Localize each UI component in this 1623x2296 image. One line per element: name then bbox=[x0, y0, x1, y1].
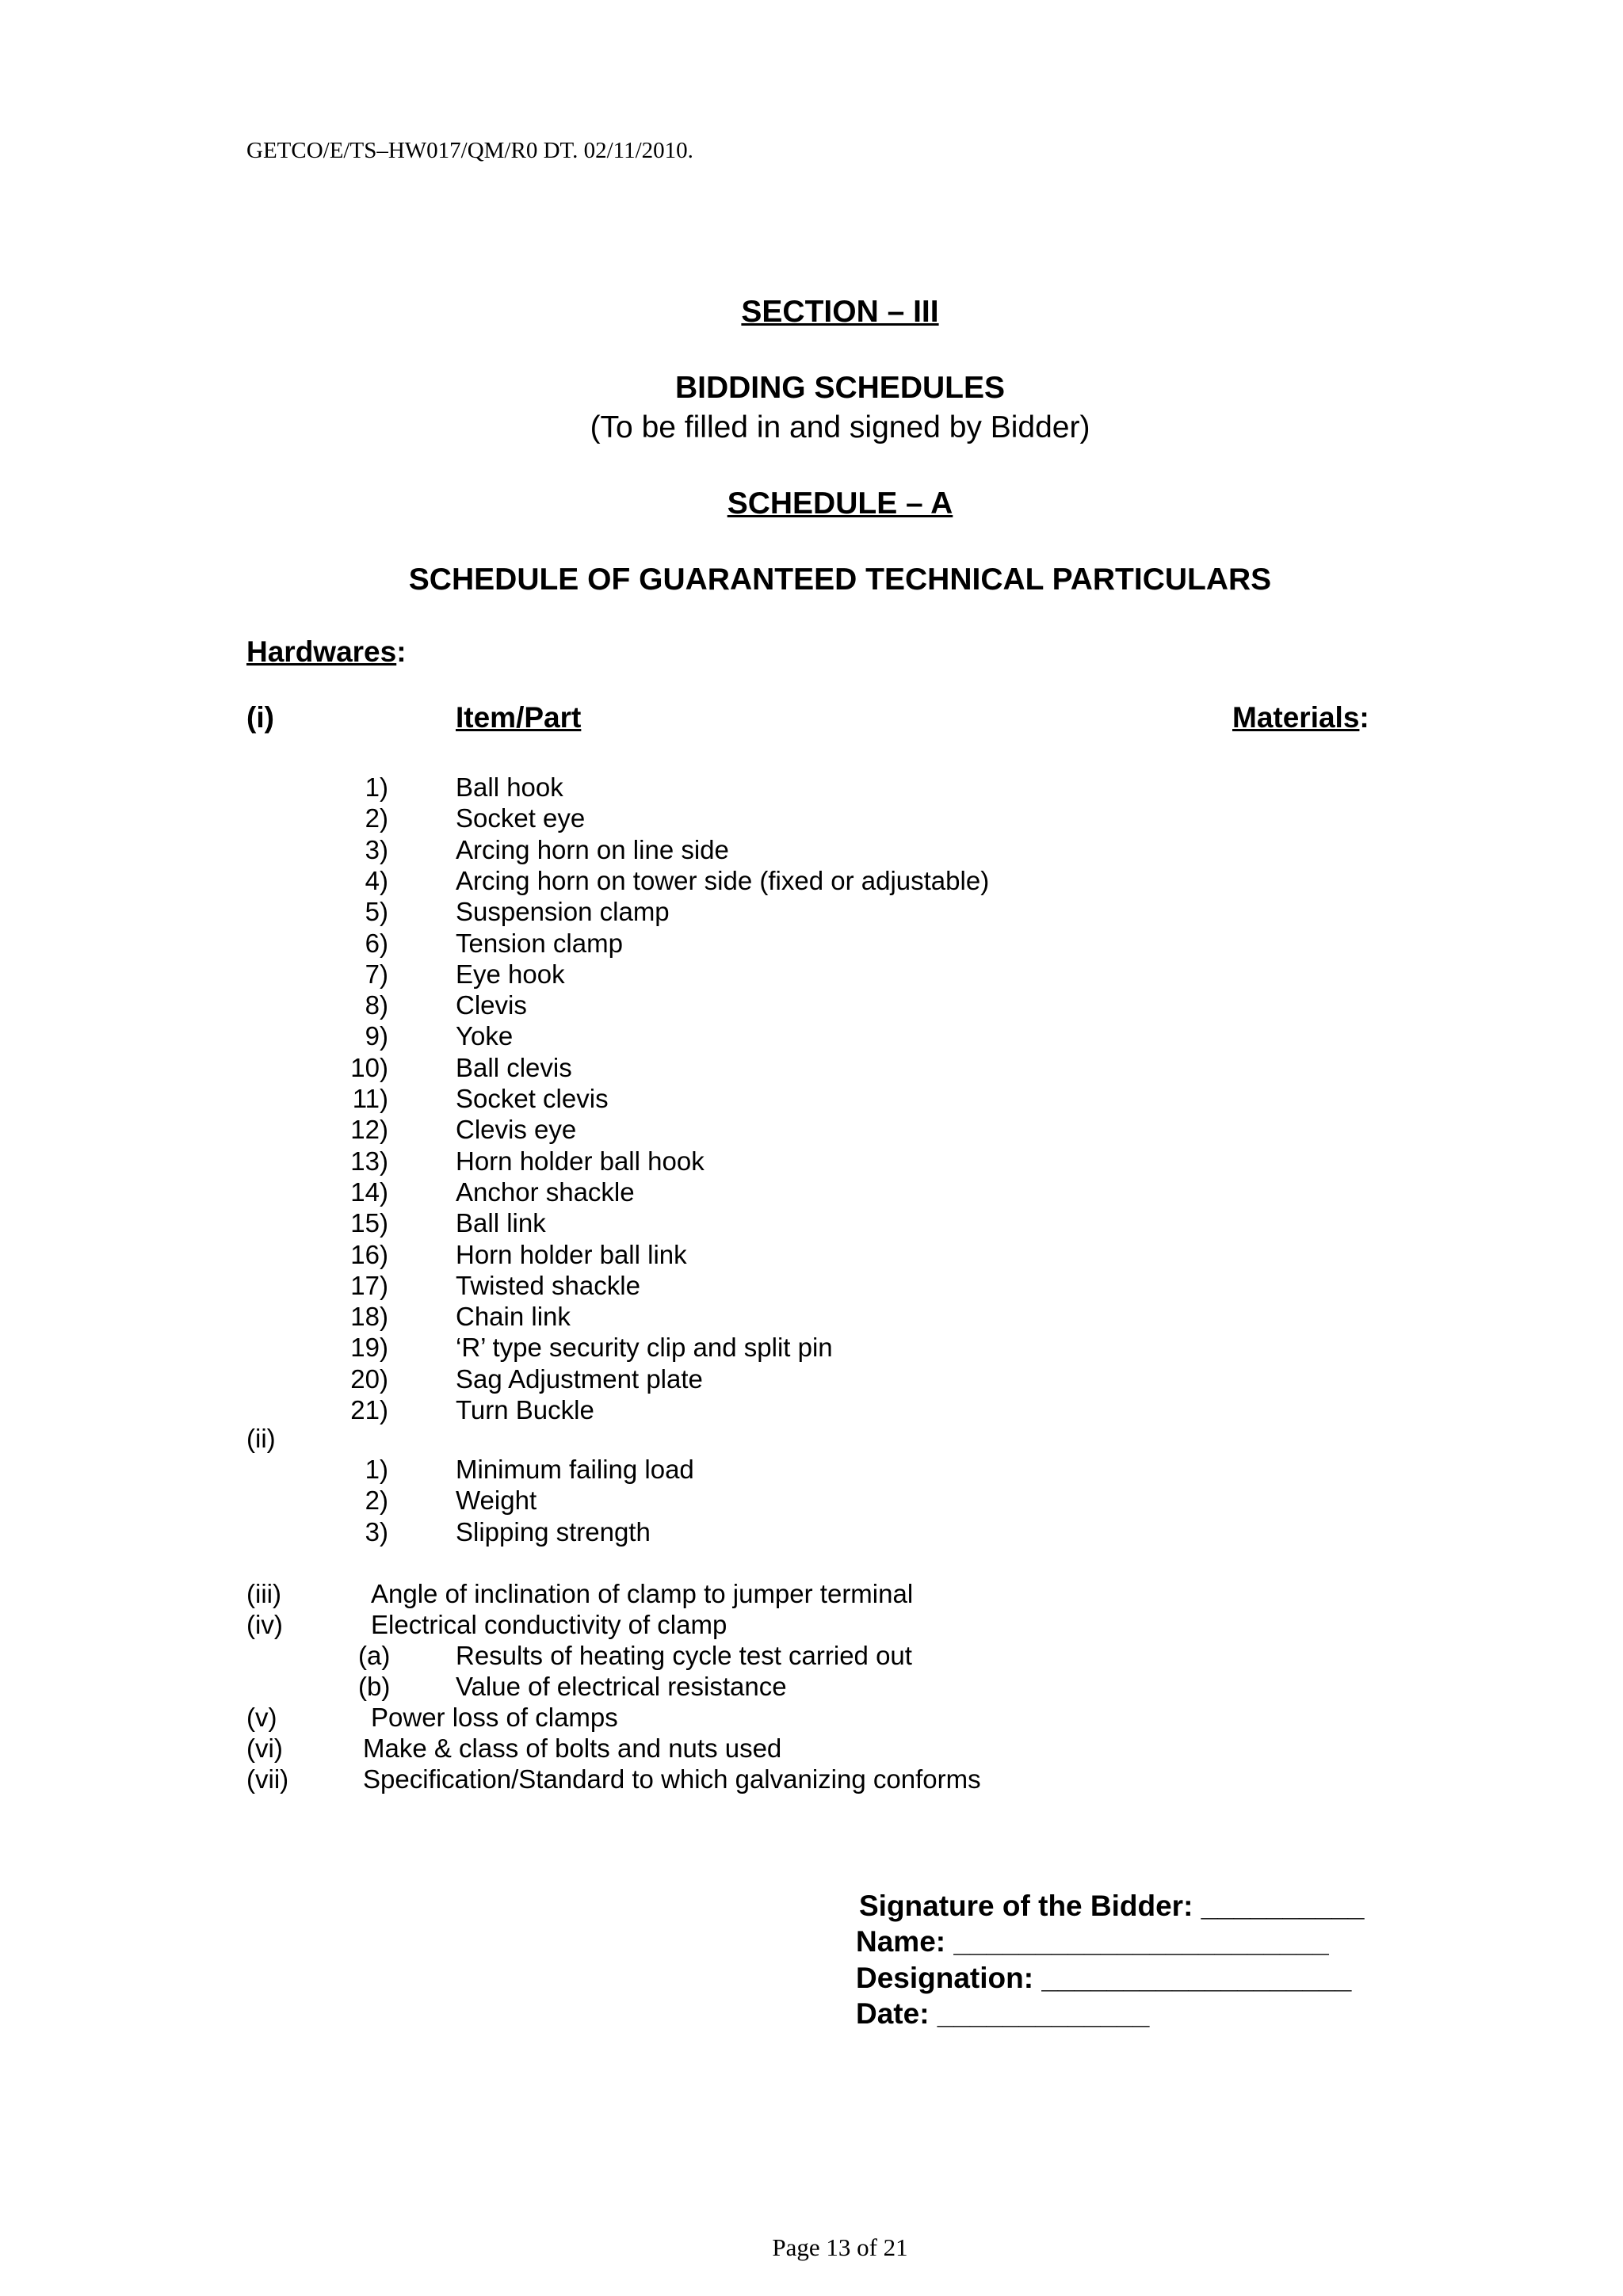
section-iv-b-text: Value of electrical resistance bbox=[456, 1672, 787, 1701]
list-item-text: Horn holder ball link bbox=[456, 1239, 687, 1269]
section-iii-label: (iii) bbox=[246, 1579, 281, 1608]
list-item-number: 8) bbox=[365, 990, 388, 1020]
section-vi-text: Make & class of bolts and nuts used bbox=[363, 1733, 782, 1763]
list-item-text: Socket clevis bbox=[456, 1084, 609, 1113]
bidding-subheading: (To be filled in and signed by Bidder) bbox=[590, 410, 1090, 444]
list-item-number: 10) bbox=[350, 1052, 388, 1082]
section-iv-a-num: (a) bbox=[358, 1641, 391, 1670]
list-item-number: 6) bbox=[365, 928, 388, 958]
name-field: Name: _______________________ bbox=[856, 1925, 1329, 1958]
schedule-heading: SCHEDULE – A bbox=[727, 486, 953, 521]
list-item-number: 20) bbox=[350, 1363, 388, 1394]
list-item-text: ‘R’ type security clip and split pin bbox=[456, 1333, 833, 1363]
list-item-text: Ball clevis bbox=[456, 1052, 572, 1082]
page-number: Page 13 of 21 bbox=[772, 2233, 908, 2261]
list-item-number: 19) bbox=[350, 1333, 388, 1363]
list-item-number: 16) bbox=[350, 1239, 388, 1269]
list-item-number: 3) bbox=[365, 834, 388, 864]
list-item-text: Horn holder ball hook bbox=[456, 1146, 705, 1176]
section-ii-item-text: Slipping strength bbox=[456, 1516, 651, 1547]
section-iv-b-num: (b) bbox=[358, 1672, 391, 1701]
list-item-text: Clevis bbox=[456, 990, 527, 1020]
list-item-text: Arcing horn on tower side (fixed or adjustable) bbox=[456, 865, 990, 895]
list-item-number: 5) bbox=[365, 897, 388, 927]
designation-field: Designation: ___________________ bbox=[856, 1962, 1352, 1994]
schedule-title: SCHEDULE OF GUARANTEED TECHNICAL PARTICULARS bbox=[408, 563, 1272, 597]
section-heading: SECTION – III bbox=[741, 295, 939, 329]
list-item-number: 4) bbox=[365, 865, 388, 895]
list-item-number: 13) bbox=[350, 1146, 388, 1176]
list-item-text: Tension clamp bbox=[456, 928, 623, 958]
document-reference: GETCO/E/TS–HW017/QM/R0 DT. 02/11/2010. bbox=[246, 138, 693, 163]
section-vi-label: (vi) bbox=[246, 1733, 283, 1763]
bidding-schedules-heading: BIDDING SCHEDULES bbox=[674, 371, 1006, 405]
section-iv-a-text: Results of heating cycle test carried out bbox=[456, 1641, 912, 1670]
section-iv-text: Electrical conductivity of clamp bbox=[371, 1610, 727, 1639]
list-item-number: 2) bbox=[365, 803, 388, 833]
section-i-label: (i) bbox=[246, 701, 274, 734]
list-item-text: Ball hook bbox=[456, 772, 563, 802]
list-item-number: 12) bbox=[350, 1115, 388, 1145]
list-item-text: Sag Adjustment plate bbox=[456, 1363, 703, 1394]
item-part-column-header: Item/Part bbox=[456, 701, 582, 734]
hardwares-label: Hardwares: bbox=[246, 635, 407, 668]
list-item-text: Eye hook bbox=[456, 959, 565, 989]
list-item-text: Anchor shackle bbox=[456, 1177, 635, 1207]
list-item-number: 15) bbox=[350, 1208, 388, 1238]
list-item-number: 9) bbox=[365, 1021, 388, 1051]
section-ii-item-number: 3) bbox=[365, 1516, 388, 1547]
section-ii-label: (ii) bbox=[246, 1424, 276, 1453]
list-item-number: 21) bbox=[350, 1395, 388, 1425]
section-iii-text: Angle of inclination of clamp to jumper terminal bbox=[371, 1579, 914, 1608]
materials-column-header: Materials: bbox=[1232, 701, 1369, 734]
section-vii-text: Specification/Standard to which galvanizing conforms bbox=[363, 1764, 981, 1794]
section-vii-label: (vii) bbox=[246, 1764, 289, 1794]
section-ii-item-text: Minimum failing load bbox=[456, 1455, 694, 1484]
date-field: Date: _____________ bbox=[856, 1997, 1150, 2030]
section-ii-item-number: 2) bbox=[365, 1486, 388, 1516]
list-item-number: 17) bbox=[350, 1270, 388, 1300]
list-item-text: Twisted shackle bbox=[456, 1270, 640, 1300]
section-iv-label: (iv) bbox=[246, 1610, 283, 1639]
list-item-number: 11) bbox=[352, 1084, 388, 1113]
list-item-number: 7) bbox=[365, 959, 388, 989]
section-v-text: Power loss of clamps bbox=[371, 1703, 618, 1732]
list-item-number: 14) bbox=[350, 1177, 388, 1207]
list-item-text: Chain link bbox=[456, 1302, 571, 1332]
list-item-text: Suspension clamp bbox=[456, 897, 670, 927]
section-v-label: (v) bbox=[246, 1703, 277, 1732]
list-item-text: Ball link bbox=[456, 1208, 546, 1238]
list-item-text: Arcing horn on line side bbox=[456, 834, 729, 864]
list-item-text: Socket eye bbox=[456, 803, 586, 833]
list-item-text: Clevis eye bbox=[456, 1115, 577, 1145]
list-item-number: 18) bbox=[350, 1302, 388, 1332]
list-item-number: 1) bbox=[365, 772, 388, 802]
signature-of-bidder-field: Signature of the Bidder: __________ bbox=[859, 1890, 1365, 1922]
section-ii-item-text: Weight bbox=[456, 1486, 537, 1516]
list-item-text: Turn Buckle bbox=[456, 1395, 594, 1425]
list-item-text: Yoke bbox=[456, 1021, 514, 1051]
section-ii-item-number: 1) bbox=[365, 1455, 388, 1484]
